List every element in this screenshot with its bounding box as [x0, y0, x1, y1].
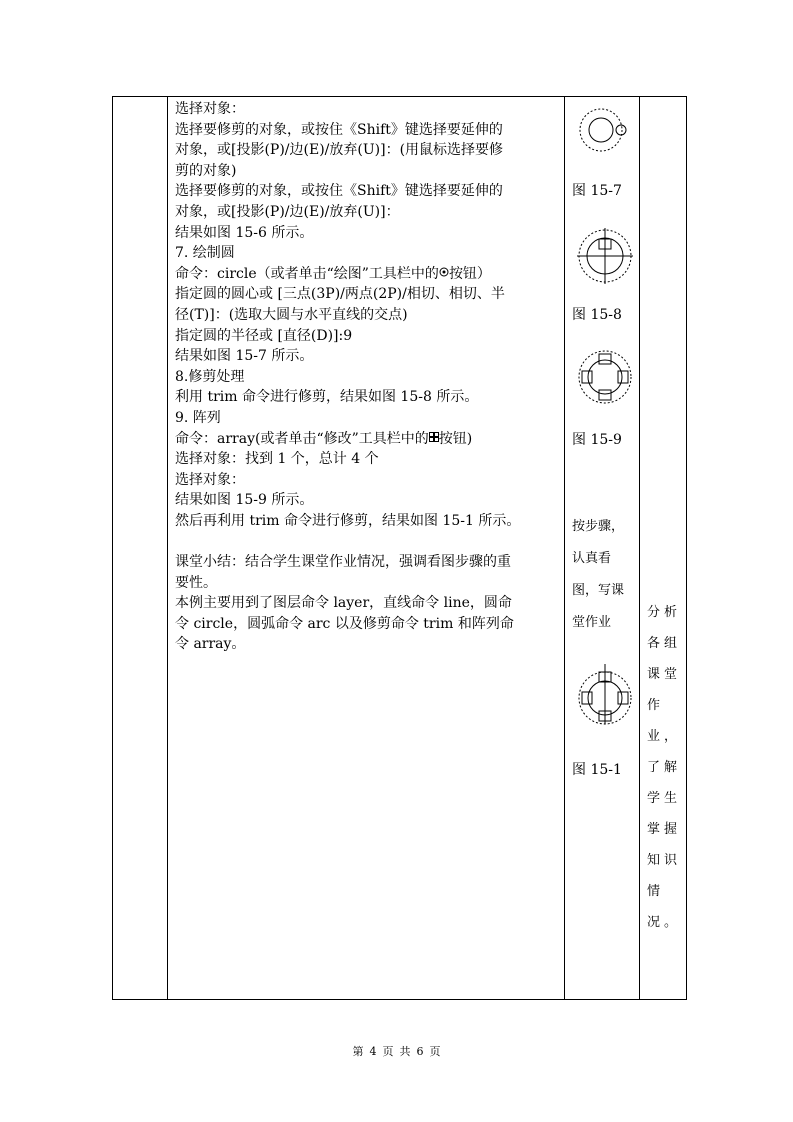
- content-line: 指定圆的圆心或 [三点(3P)/两点(2P)/相切、相切、半: [175, 286, 505, 303]
- content-line: 8.修剪处理: [175, 368, 245, 385]
- note-line: 了解: [647, 760, 682, 775]
- content-line: 选择对象：: [175, 471, 245, 488]
- content-line: 径(T)]：(选取大圆与水平直线的交点): [175, 306, 408, 323]
- circle-command-line: 命令：circle（或者单击“绘图”工具栏中的 按钮）: [175, 264, 561, 285]
- note-line: 掌握: [647, 822, 682, 837]
- content-line: 令 circle，圆弧命令 arc 以及修剪命令 trim 和阵列命: [175, 615, 514, 632]
- column-divider-3: [639, 97, 640, 999]
- page-total: 6: [416, 1045, 424, 1058]
- content-line: 选择对象：找到 1 个，总计 4 个: [175, 451, 379, 468]
- column-divider-1: [167, 97, 168, 999]
- content-line: 令 array。: [175, 636, 246, 653]
- figure-15-1-drawing: [575, 662, 635, 728]
- lesson-table: [112, 96, 687, 1000]
- note-line: 认真看: [572, 551, 612, 566]
- circle-icon: [439, 264, 449, 285]
- note-line: 图，写课: [572, 583, 625, 598]
- figure-15-8-caption: 图 15-8: [572, 307, 622, 323]
- note-line: 按步骤，: [572, 519, 625, 534]
- figure-15-9-caption: 图 15-9: [572, 432, 622, 448]
- content-line: 结果如图 15-9 所示。: [175, 492, 314, 509]
- content-line: 本例主要用到了图层命令 layer，直线命令 line，圆命: [175, 595, 512, 612]
- note-line: 况。: [647, 915, 682, 930]
- note-line: 知识: [647, 853, 682, 868]
- array-icon: [429, 429, 439, 450]
- content-line: 选择要修剪的对象，或按住《Shift》键选择要延伸的: [175, 121, 503, 138]
- note-line: 堂作业: [572, 615, 612, 630]
- student-activity: [572, 511, 624, 639]
- content-line: 要性。: [175, 574, 217, 591]
- content-line: 结果如图 15-6 所示。: [175, 224, 314, 241]
- content-line: 7. 绘制圆: [175, 245, 235, 262]
- content-line: 课堂小结：结合学生课堂作业情况，强调看图步骤的重: [175, 554, 511, 571]
- summary-block: [175, 552, 561, 655]
- page-number: 4: [369, 1045, 377, 1058]
- note-line: 学生: [647, 791, 682, 806]
- figure-15-7-drawing: [575, 105, 631, 155]
- steps-block-2: [175, 284, 561, 428]
- teaching-content: [175, 97, 561, 655]
- note-line: 各组: [647, 636, 682, 651]
- content-line: 对象，或[投影(P)/边(E)/放弃(U)]：(用鼠标选择要修: [175, 142, 504, 159]
- note-line: 分析: [647, 605, 682, 620]
- content-line: 选择要修剪的对象，或按住《Shift》键选择要延伸的: [175, 183, 503, 200]
- figure-15-7-caption: 图 15-7: [572, 183, 622, 199]
- steps-block-1: [175, 99, 561, 264]
- content-line: 然后再利用 trim 命令进行修剪，结果如图 15-1 所示。: [175, 512, 521, 529]
- steps-block-3: [175, 449, 561, 531]
- note-line: 业，: [647, 729, 682, 744]
- figure-15-8-drawing: [575, 227, 635, 285]
- teacher-activity: [647, 597, 687, 938]
- blank-line: [175, 531, 561, 552]
- column-divider-2: [564, 97, 565, 999]
- note-line: 情: [647, 884, 665, 899]
- content-line: 利用 trim 命令进行修剪，结果如图 15-8 所示。: [175, 389, 479, 406]
- array-command-line: 命令：array(或者单击“修改”工具栏中的 按钮): [175, 429, 561, 450]
- figure-15-9-drawing: [575, 347, 635, 407]
- figure-15-1-caption: 图 15-1: [572, 762, 622, 778]
- page-footer: 第 4 页 共 6 页: [352, 1045, 441, 1058]
- content-line: 对象，或[投影(P)/边(E)/放弃(U)]：: [175, 203, 400, 220]
- content-line: 选择对象：: [175, 101, 245, 117]
- content-line: 剪的对象): [175, 162, 237, 179]
- content-line: 9. 阵列: [175, 409, 221, 426]
- content-line: 结果如图 15-7 所示。: [175, 348, 314, 365]
- content-line: 指定圆的半径或 [直径(D)]:9: [175, 327, 353, 344]
- note-line: 课堂: [647, 667, 682, 682]
- note-line: 作: [647, 698, 665, 713]
